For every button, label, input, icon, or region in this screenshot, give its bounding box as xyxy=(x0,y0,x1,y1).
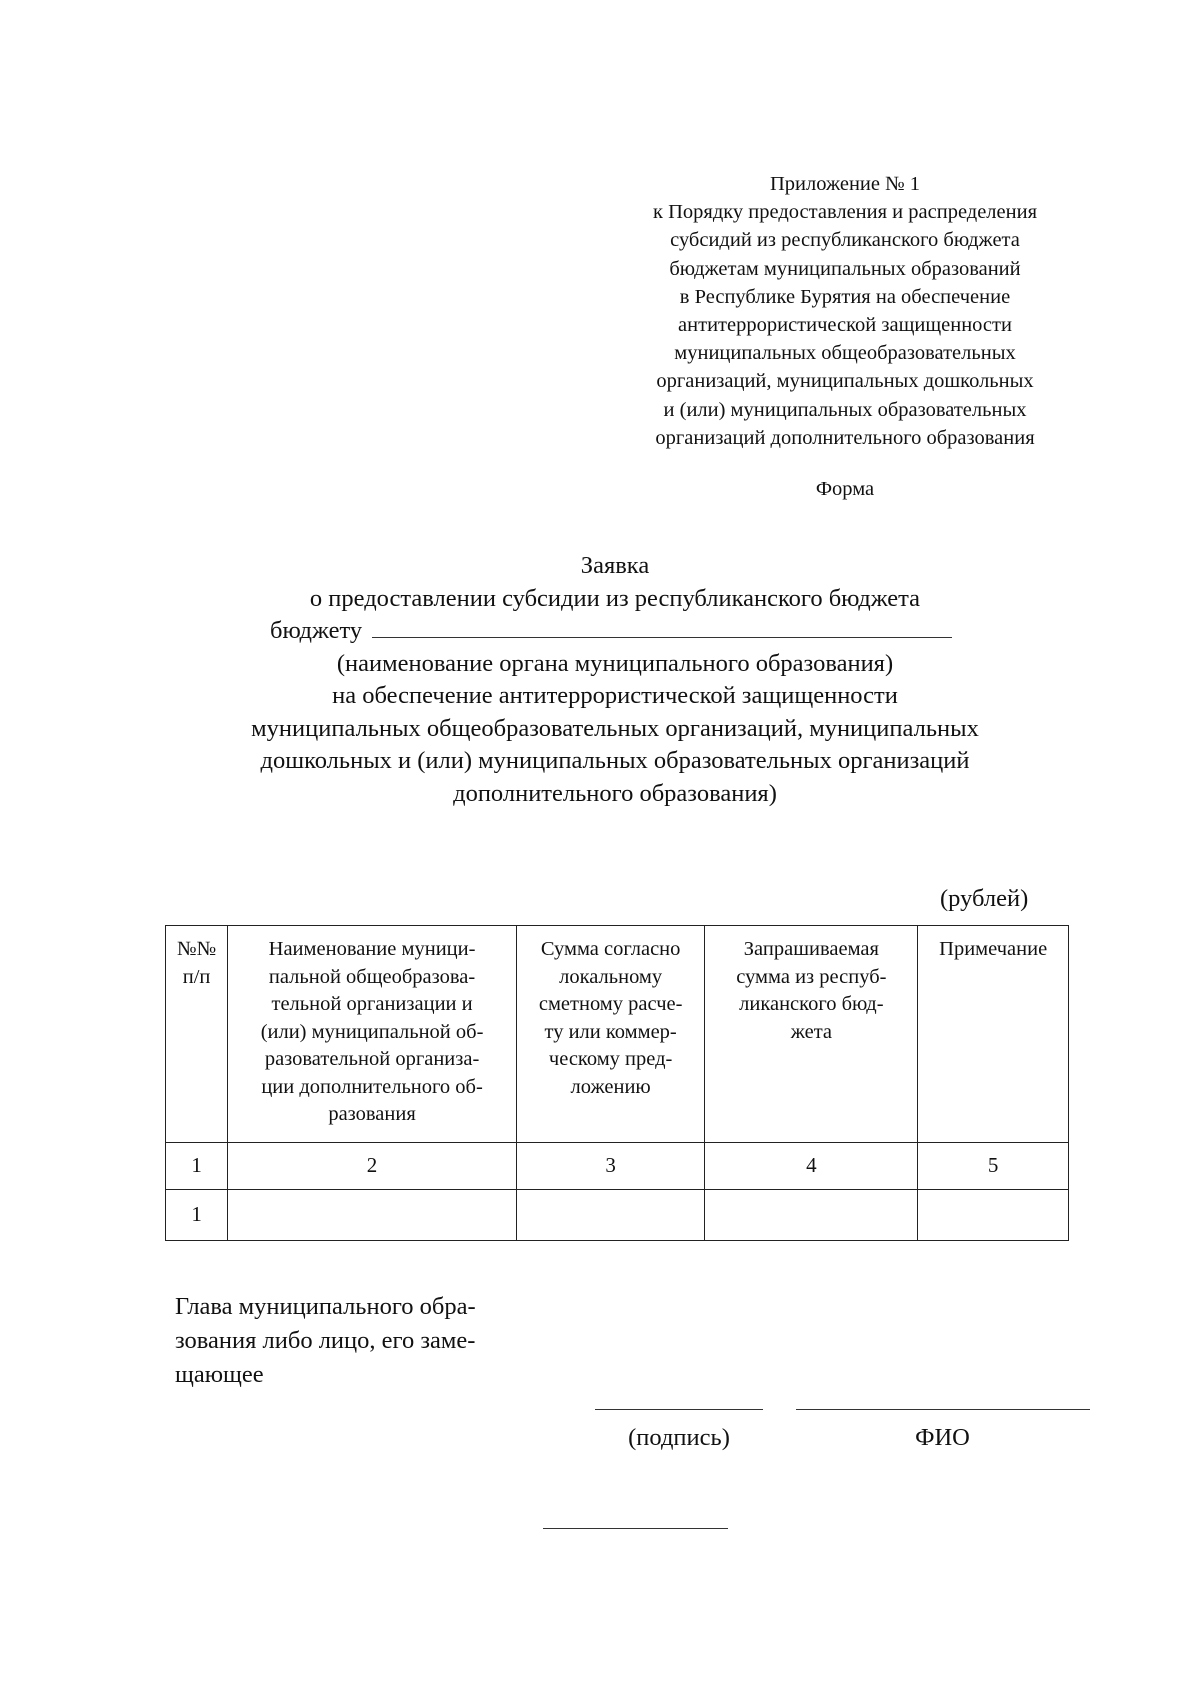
appendix-line: Приложение № 1 xyxy=(769,173,921,195)
header-organization-name: Наименование муници- пальной общеобразова- тельной организации и (или) муниципальной об- разовательной организа- ции дополнительного об- разования xyxy=(228,926,517,1143)
appendix-header xyxy=(600,170,1090,452)
title-line: о предоставлении субсидии из республиканского бюджета xyxy=(309,584,921,612)
name-line[interactable] xyxy=(796,1409,1090,1410)
appendix-line: бюджетам муниципальных образований xyxy=(669,257,1021,280)
appendix-line: организаций дополнительного образования xyxy=(655,426,1035,449)
form-label: Форма xyxy=(815,478,875,500)
title-line: на обеспечение антитеррористической защищенности xyxy=(332,682,898,709)
signer-title xyxy=(175,1290,476,1392)
column-number: 5 xyxy=(918,1143,1069,1190)
column-number: 2 xyxy=(228,1143,517,1190)
column-number: 3 xyxy=(516,1143,704,1190)
appendix-line: субсидий из республиканского бюджета xyxy=(670,229,1020,252)
column-number: 1 xyxy=(166,1143,228,1190)
name-caption: ФИО xyxy=(915,1424,970,1451)
signature-line[interactable] xyxy=(595,1409,763,1410)
appendix-line: организаций, муниципальных дошкольных xyxy=(656,370,1034,393)
document-title xyxy=(150,550,1080,810)
cell-requested-sum[interactable] xyxy=(705,1190,918,1241)
cell-estimate-sum[interactable] xyxy=(516,1190,704,1241)
subsidy-table xyxy=(165,925,1069,1241)
signer-line: щающее xyxy=(175,1361,264,1388)
header-requested-sum: Запрашиваемая сумма из респуб- ликанского бюд- жета xyxy=(705,926,918,1143)
appendix-line: антитеррористической защищенности xyxy=(678,314,1012,337)
title-line: муниципальных общеобразовательных организаций, муниципальных xyxy=(251,714,979,742)
column-number-row xyxy=(166,1143,1069,1190)
title-line: дошкольных и (или) муниципальных образовательных организаций xyxy=(260,747,970,774)
budget-label: бюджету xyxy=(270,617,363,644)
column-number: 4 xyxy=(705,1143,918,1190)
cell-organization-name[interactable] xyxy=(228,1190,517,1241)
header-note: Примечание xyxy=(918,926,1069,1143)
header-number: №№ п/п xyxy=(166,926,228,1143)
budget-line xyxy=(150,615,1080,648)
footnote-divider xyxy=(543,1528,728,1529)
header-estimate-sum: Сумма согласно локальному сметному расче- ту или коммер- ческому пред- ложению xyxy=(516,926,704,1143)
title-line: (наименование органа муниципального образования) xyxy=(336,649,894,677)
title-line: дополнительного образования) xyxy=(453,779,777,807)
table-header-row xyxy=(166,926,1069,1143)
title-heading: Заявка xyxy=(580,552,650,579)
signer-line: Глава муниципального обра- xyxy=(175,1293,476,1320)
units-label: (рублей) xyxy=(940,885,1029,912)
appendix-line: муниципальных общеобразовательных xyxy=(674,342,1016,365)
appendix-line: к Порядку предоставления и распределения xyxy=(653,201,1037,224)
table-row xyxy=(166,1190,1069,1241)
signer-line: зования либо лицо, его заме- xyxy=(175,1327,476,1354)
budget-blank-field[interactable] xyxy=(372,615,952,638)
appendix-line: в Республике Бурятия на обеспечение xyxy=(679,285,1011,308)
cell-note[interactable] xyxy=(918,1190,1069,1241)
signature-caption: (подпись) xyxy=(628,1424,730,1451)
appendix-line: и (или) муниципальных образовательных xyxy=(663,398,1027,421)
cell-row-number: 1 xyxy=(166,1190,228,1241)
